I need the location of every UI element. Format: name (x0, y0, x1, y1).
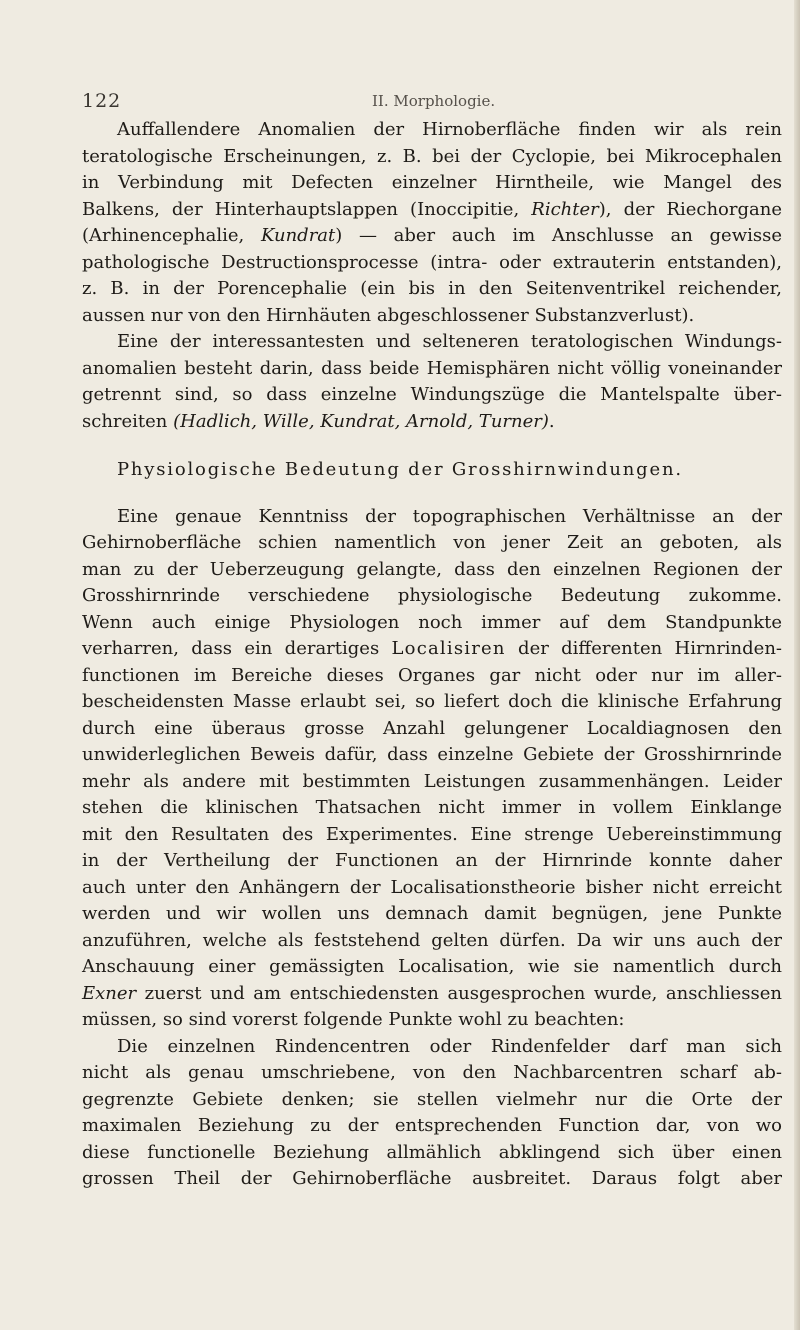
text-line: diese functionelle Beziehung allmählich abklingend sich über einen (82, 1141, 782, 1163)
text-line: Anschauung einer gemässigten Localisation, wie sie namentlich durch (82, 956, 782, 977)
page-header (82, 90, 722, 116)
text-line: verharren, dass ein derartiges Localisiren der differenten Hirnrinden- (82, 638, 782, 659)
text-line: maximalen Beziehung zu der entsprechenden Function dar, von wo (82, 1115, 782, 1136)
text-line: werden und wir wollen uns demnach damit begnügen, jene Punkte (82, 903, 782, 924)
text-line: mehr als andere mit bestimmten Leistungen zusammenhängen. Leider (82, 770, 782, 792)
text-line: Eine der interessantesten und selteneren teratologischen Windungs- (117, 331, 782, 352)
text-line: Gehirnoberfläche schien namentlich von jener Zeit an geboten, als (82, 532, 782, 553)
text-line: stehen die klinischen Thatsachen nicht immer in vollem Einklange (82, 797, 782, 818)
text-line: durch eine überaus grosse Anzahl gelungener Localdiagnosen den (82, 717, 782, 739)
text-line: Auffallendere Anomalien der Hirnoberfläche finden wir als rein (117, 119, 782, 140)
text-line: gegrenzte Gebiete denken; sie stellen vielmehr nur die Orte der (82, 1088, 782, 1110)
section-heading: Physiologische Bedeutung der Grosshirnwindungen. (117, 459, 683, 480)
text-line: schreiten (Hadlich, Wille, Kundrat, Arnold, Turner). (82, 410, 555, 432)
text-line: bescheidensten Masse erlaubt sei, so liefert doch die klinische Erfahrung (82, 691, 782, 712)
text-line: unwiderleglichen Beweis dafür, dass einzelne Gebiete der Grosshirnrinde (82, 744, 782, 765)
text-line: z. B. in der Porencephalie (ein bis in den Seitenventrikel reichender, (82, 278, 782, 299)
text-line: Wenn auch einige Physiologen noch immer auf dem Standpunkte (82, 611, 782, 633)
citation: (Hadlich, Wille, Kundrat, Arnold, Turner) (173, 410, 549, 432)
text-line: grossen Theil der Gehirnoberfläche ausbreitet. Daraus folgt aber (82, 1168, 782, 1189)
text-line: müssen, so sind vorerst folgende Punkte wohl zu beachten: (82, 1009, 625, 1030)
text-line: teratologische Erscheinungen, z. B. bei der Cyclopie, bei Mikrocephalen (82, 145, 782, 167)
text-line: nicht als genau umschriebene, von den Nachbarcentren scharf ab- (82, 1062, 782, 1083)
text-line: Balkens, der Hinterhauptslappen (Inoccipitie, Richter), der Riechorgane (82, 198, 783, 220)
text-line: getrennt sind, so dass einzelne Windungszüge die Mantelspalte über- (82, 384, 782, 405)
text-line: man zu der Ueberzeugung gelangte, dass den einzelnen Regionen der (82, 558, 782, 580)
citation: Kundrat (260, 225, 336, 246)
text-line: aussen nur von den Hirnhäuten abgeschlossener Substanzverlust). (82, 304, 695, 326)
text-line: anzuführen, welche als feststehend gelten dürfen. Da wir uns auch der (82, 929, 782, 951)
text-line: anomalien besteht darin, dass beide Hemisphären nicht völlig voneinander (82, 357, 782, 379)
text-line: in der Vertheilung der Functionen an der Hirnrinde konnte daher (82, 850, 782, 871)
text-line: Die einzelnen Rindencentren oder Rindenfelder darf man sich (117, 1035, 782, 1057)
running-title: II. Morphologie. (372, 92, 496, 110)
text-line: functionen im Bereiche dieses Organes gar nicht oder nur im aller- (82, 664, 782, 686)
paragraph-anomalies (82, 117, 782, 329)
text-line: Grosshirnrinde verschiedene physiologische Bedeutung zukomme. (82, 585, 782, 606)
body-text (82, 117, 782, 1193)
page-edge-shadow (794, 0, 800, 1330)
text-line: pathologische Destructionsprocesse (intra- oder extrauterin entstanden), (82, 251, 782, 273)
paragraph-windungsanomalien (82, 329, 782, 435)
citation: Exner (82, 982, 137, 1004)
paragraph-rindencentren (82, 1034, 782, 1193)
paragraph-physiology (82, 504, 782, 1034)
text-line: in Verbindung mit Defecten einzelner Hirntheile, wie Mangel des (82, 172, 782, 193)
text-line: auch unter den Anhängern der Localisationstheorie bisher nicht erreicht (82, 876, 782, 898)
text-line: (Arhinencephalie, Kundrat) — aber auch im Anschlusse an gewisse (82, 225, 782, 246)
text-line: Eine genaue Kenntniss der topographischen Verhältnisse an der (117, 505, 782, 527)
text-line: mit den Resultaten des Experimentes. Eine strenge Uebereinstimmung (82, 823, 782, 845)
text-line: Exner zuerst und am entschiedensten ausgesprochen wurde, anschliessen (82, 982, 782, 1004)
page-number: 122 (82, 90, 122, 112)
emphasis: Localisiren (391, 638, 506, 659)
citation: Richter (531, 198, 599, 220)
